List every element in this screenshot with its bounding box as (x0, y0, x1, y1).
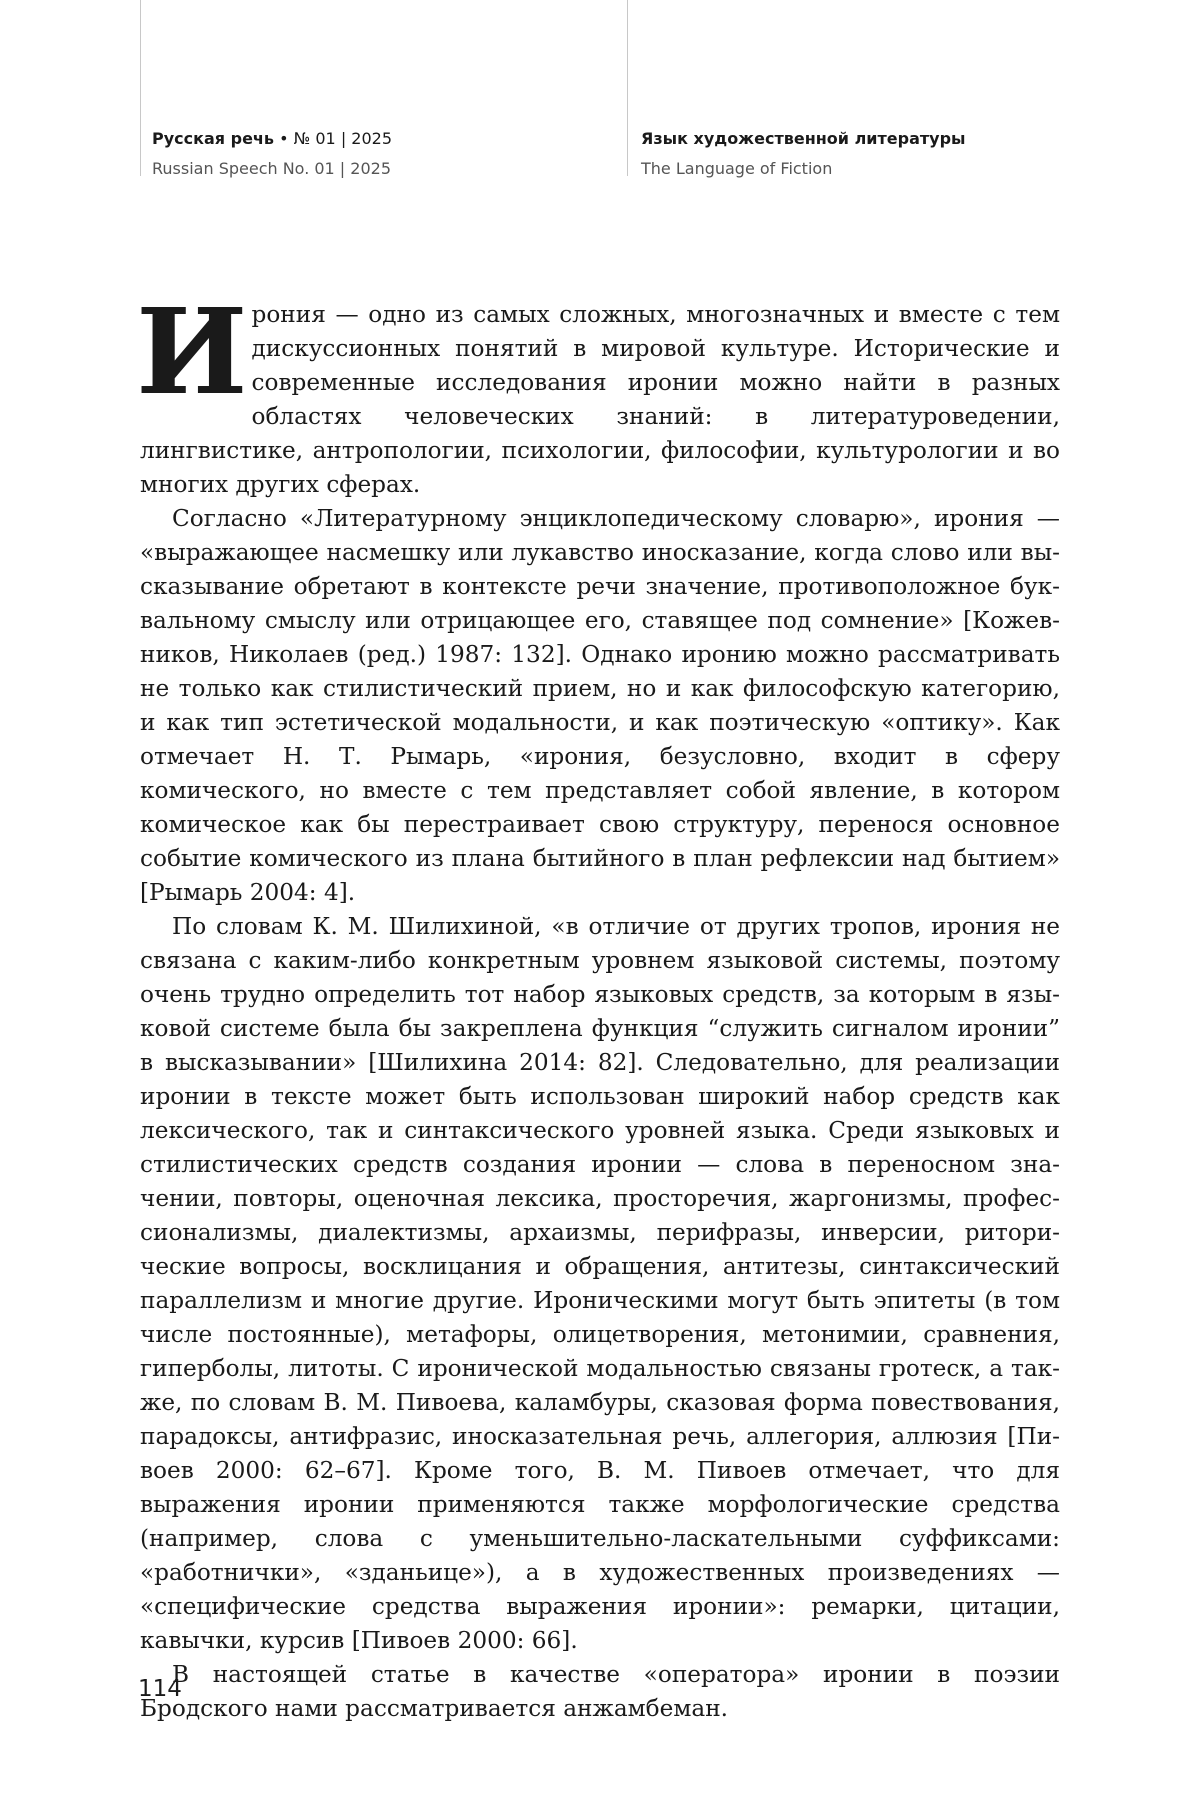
running-header-section (641, 124, 966, 184)
header-divider-right (627, 0, 628, 176)
article-body (136, 282, 1060, 1726)
header-divider-left (140, 0, 141, 176)
journal-title: Русская речь (152, 129, 275, 148)
article-paragraph-3: По словам К. М. Шилихиной, «в отличие от других тропов, ирония не связана с каким-либо конкретным уровнем языковой системы, поэтому очень трудно определить тот набор языковых средств, за которым в языковой системе была бы закреплена функция “служить сигналом иронии” в высказывании» [Шилихина 2014: 82]. Следовательно, для реализации иронии в тексте может быть использован широкий набор средств как лексического, так и синтаксического уровней языка. Среди языковых и стилистических средств создания иронии — слова в переносном значении, повторы, оценочная лексика, просторечия, жаргонизмы, профессионализмы, диалектизмы, архаизмы, перифразы, инверсии, риторические вопросы, восклицания и обращения, антитезы, синтаксический параллелизм и многие другие. Ироническими могут быть эпитеты (в том числе постоянные), метафоры, олицетворения, метонимии, сравнения, гиперболы, литоты. С иронической модальностью связаны гротеск, а также, по словам В. М. Пивоева, каламбуры, сказовая форма повествования, парадоксы, антифразис, иносказательная речь, аллегория, аллюзия [Пивоев 2000: 62–67]. Кроме того, В. М. Пивоев отмечает, что для выражения иронии применяются также морфологические средства (например, слова с уменьшительно-ласкательными суффиксами: «работнички», «зданьице»), а в художественных произведениях — «специфические средства выражения иронии»: ремарки, цитации, кавычки, курсив [Пивоев 2000: 66]. (140, 913, 1060, 1654)
journal-issue-en: Russian Speech No. 01 | 2025 (152, 159, 391, 178)
article-paragraph-1 (136, 282, 1060, 502)
section-title-ru-text: Язык художественной литературы (641, 129, 966, 148)
page-number: 114 (138, 1676, 182, 1702)
article-paragraph-2: Согласно «Литературному энциклопедическому словарю», ирония — «выражающее насмешку или лукавство иносказание, когда слово или высказывание обретают в контексте речи значение, противоположное буквальному смыслу или отрицающее его, ставящее под сомнение» [Кожевников, Николаев (ред.) 1987: 132]. Однако иронию можно рассматривать не только как стилистический прием, но и как философскую категорию, и как тип эстетической модальности, и как поэтическую «оптику». Как отмечает Н. Т. Рымарь, «ирония, безусловно, входит в сферу комического, но вместе с тем представляет собой явление, в котором комическое как бы перестраивает свою структуру, перенося основное событие комического из плана бытийного в план рефлексии над бытием» [Рымарь 2004: 4]. (140, 505, 1060, 906)
drop-cap: И (136, 282, 248, 421)
journal-issue-ru (152, 124, 392, 154)
section-title-ru (641, 124, 966, 154)
section-title-en: The Language of Fiction (641, 159, 833, 178)
article-paragraph-4: В настоящей статье в качестве «оператора» иронии в поэзии Бродского нами рассматривается анжамбеман. (140, 1661, 1060, 1722)
running-header-journal (152, 124, 392, 184)
issue-number-ru: • № 01 | 2025 (274, 129, 393, 148)
paragraph-1-text: рония — одно из самых сложных, многозначных и вместе с тем дискуссионных понятий в мировой культуре. Исторические и современные исследования иронии можно найти в разных областях человеческих знаний: в литературоведении, лингвистике, антропологии, психологии, философии, культурологии и во многих других сферах. (140, 301, 1060, 498)
